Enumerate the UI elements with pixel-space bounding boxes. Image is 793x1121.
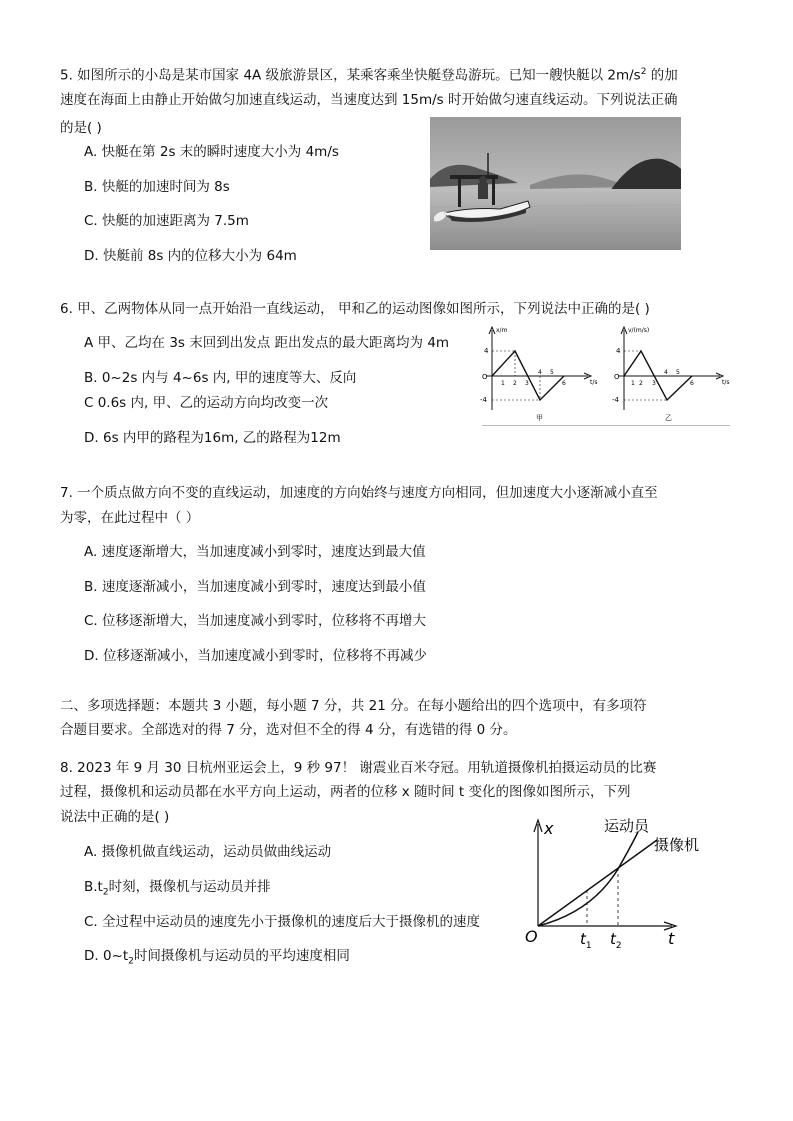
q7-stem-line1: 7. 一个质点做方向不变的直线运动，加速度的方向始终与速度方向相同，但加速度大小逐渐减小直至 <box>60 485 658 501</box>
graph-yi-ytick-neg: -4 <box>612 396 619 404</box>
q8-stem-line2: 过程，摄像机和运动员都在水平方向上运动，两者的位移 x 随时间 t 变化的图像如图所示，下列 <box>60 784 631 800</box>
graph-jia-ytick-pos: 4 <box>484 347 489 355</box>
graph-yi-tick-5: 5 <box>676 369 680 376</box>
graph-jia-ytick-neg: -4 <box>480 396 487 404</box>
q5-option-c: C. 快艇的加速距离为 7.5m <box>84 213 249 229</box>
graph-q8-xaxis: t <box>668 929 675 948</box>
q7-option-b: B. 速度逐渐减小，当加速度减小到零时，速度达到最小值 <box>84 579 426 595</box>
q5-option-d: D. 快艇前 8s 内的位移大小为 64m <box>84 248 297 264</box>
q6-option-a: A 甲、乙均在 3s 末回到出发点 距出发点的最大距离均为 4m <box>84 335 450 351</box>
q6-option-c: C 0.6s 内, 甲、乙的运动方向均改变一次 <box>84 395 329 411</box>
graph-yi-tick-4: 4 <box>664 369 668 376</box>
graph-yi-tick-6: 6 <box>690 380 694 387</box>
q6-option-b: B. 0~2s 内与 4~6s 内, 甲的速度等大、反向 <box>84 370 357 386</box>
graph-yi-tick-3: 3 <box>652 380 656 387</box>
graph-jia-tick-6: 6 <box>562 380 566 387</box>
graph-q8-athlete-curve <box>538 832 638 926</box>
graph-yi <box>610 322 730 426</box>
speedboat-photo <box>430 117 681 250</box>
q7-option-d: D. 位移逐渐减小，当加速度减小到零时，位移将不再减少 <box>84 648 427 664</box>
q7-option-a: A. 速度逐渐增大，当加速度减小到零时，速度达到最大值 <box>84 544 426 560</box>
graph-jia-ylabel: x/m <box>496 327 508 334</box>
graph-jia-origin: O <box>482 373 488 381</box>
q5-stem-line3: 的是( ) <box>60 120 102 136</box>
graph-yi-origin: O <box>614 373 620 381</box>
graph-q8-yaxis: x <box>544 819 554 838</box>
graph-q8-athlete-label: 运动员 <box>604 817 650 835</box>
graph-divider <box>482 425 730 426</box>
graph-q8-origin: O <box>525 927 538 946</box>
graph-q8-camera-line <box>538 840 657 926</box>
graph-jia-caption: 甲 <box>536 414 543 422</box>
graph-q8-t2: $t_2$ <box>610 930 622 951</box>
graph-jia-xlabel: t/s <box>590 379 598 386</box>
graph-q8-t1: $t_1$ <box>580 930 592 951</box>
graph-yi-xlabel: t/s <box>722 379 730 386</box>
graph-jia-tick-1: 1 <box>501 380 505 387</box>
graph-q8 <box>522 812 717 952</box>
q8-stem-line3: 说法中正确的是( ) <box>60 809 170 825</box>
graph-yi-caption: 乙 <box>665 414 672 422</box>
section2-line2: 合题目要求。全部选对的得 7 分，选对但不全的得 4 分，有选错的得 0 分。 <box>60 722 517 738</box>
q6-option-d: D. 6s 内甲的路程为16m, 乙的路程为12m <box>84 430 341 446</box>
q8-option-a: A. 摄像机做直线运动，运动员做曲线运动 <box>84 844 332 860</box>
graph-yi-tick-1: 1 <box>631 380 635 387</box>
q5-option-a: A. 快艇在第 2s 末的瞬时速度大小为 4m/s <box>84 144 339 160</box>
q8-option-d: D. $0\sim t_2$时间摄像机与运动员的平均速度相同 <box>84 948 350 967</box>
graph-q8-camera-label: 摄像机 <box>654 836 700 854</box>
graph-jia <box>478 322 598 426</box>
q8-option-c: C. 全过程中运动员的速度先小于摄像机的速度后大于摄像机的速度 <box>84 914 481 930</box>
graph-yi-tick-2: 2 <box>639 380 643 387</box>
q8-stem-line1: 8. 2023 年 9 月 30 日杭州亚运会上，9 秒 97！ 谢震业百米夺冠。用轨道摄像机拍摄运动员的比赛 <box>60 760 657 776</box>
graph-jia-tick-3: 3 <box>525 380 529 387</box>
q5-stem-line1: 5. 如图所示的小岛是某市国家 4A 级旅游景区，某乘客乘坐快艇登岛游玩。已知一艘快艇以 $2m/s^2$ 的加 <box>60 67 678 84</box>
graph-yi-ylabel: v/(m/s) <box>628 327 650 334</box>
section2-line1: 二、多项选择题：本题共 3 小题，每小题 7 分，共 21 分。在每小题给出的四个选项中，有多项符 <box>60 698 647 714</box>
graph-yi-ytick-pos: 4 <box>616 347 621 355</box>
q6-stem: 6. 甲、乙两物体从同一点开始沿一直线运动， 甲和乙的运动图像如图所示，下列说法中正确的是( ) <box>60 301 650 317</box>
q5-stem-line2: 速度在海面上由静止开始做匀加速直线运动，当速度达到 15m/s 时开始做匀速直线运动。下列说法正确 <box>60 92 678 108</box>
q5-option-b: B. 快艇的加速时间为 8s <box>84 179 230 195</box>
graph-jia-tick-4: 4 <box>538 369 542 376</box>
graph-jia-tick-2: 2 <box>513 380 517 387</box>
q7-option-c: C. 位移逐渐增大，当加速度减小到零时，位移将不再增大 <box>84 613 427 629</box>
q7-stem-line2: 为零，在此过程中（ ） <box>60 510 200 526</box>
graph-jia-tick-5: 5 <box>550 369 554 376</box>
q8-option-b: $B.t_2$时刻，摄像机与运动员并排 <box>84 879 271 898</box>
